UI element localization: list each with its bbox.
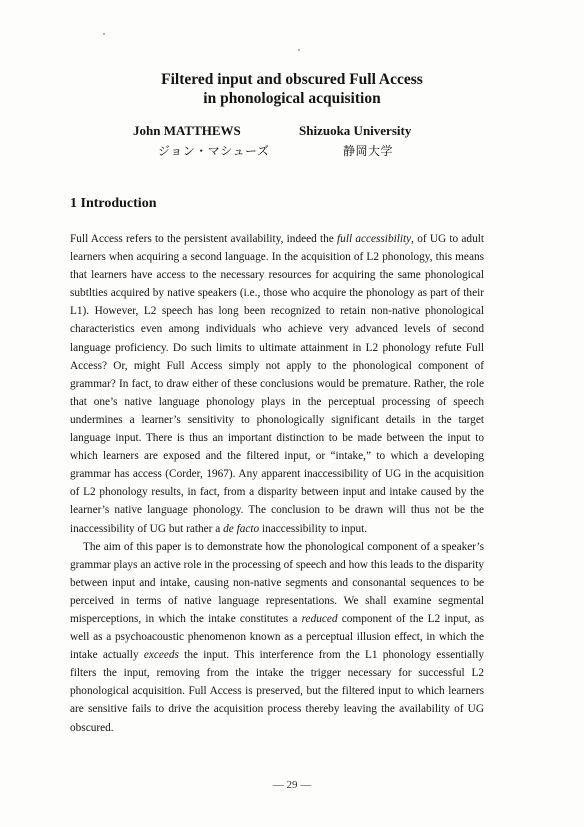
text-run: the input. This interference from the L1 phonology essentially filters the input, removing from the intake the trigger necessary for successful L2 phonological acquisition. Full Access is preserved, but the filtered input to which learners are sensitive fails to drive the acquisition process thereby leaving the availability of UG obscured.: [70, 649, 484, 734]
paper-title: [0, 70, 584, 108]
title-line-2: in phonological acquisition: [203, 90, 381, 107]
italic-text: reduced: [301, 612, 338, 625]
affiliation-block: [299, 123, 411, 159]
author-name-japanese: ジョン・マシューズ: [158, 144, 270, 158]
author-name: John MATTHEWS: [133, 123, 241, 138]
text-run: inaccessibility to input.: [259, 522, 368, 535]
text-run: , of UG to adult learners when acquiring a second language. In the acquisition of L2 phonology, this means that learners have access to the necessary resources for acquiring the same phonological subtlties acquired by native speakers (i.e., those who acquire the phonology as part of their L1). However, L2 speech has long been recognized to retain non-native phonological characteristics even among individuals who achieve very advanced levels of second language proficiency. Do such limits to ultimate attainment in L2 phonology refute Full Access? Or, might Full Access simply not apply to the phonological component of grammar? In fact, to draw either of these conclusions would be premature. Rather, the role that one’s native language phonology plays in the perceptual processing of speech undermines a learner’s sensitivity to phonologically significant details in the target language input. There is thus an important distinction to be made between the input to which learners are exposed and the filtered input, or “intake,” to which a developing grammar has access (Corder, 1967). Any apparent inaccessibility of UG in the acquisition of L2 phonology results, in fact, from a disparity between input and intake caused by the learner’s native language phonology. The conclusion to be drawn will thus not be the inaccessibility of UG but rather a: [70, 233, 484, 535]
author-affiliation-japanese: 静岡大学: [343, 144, 394, 158]
scan-speck: [298, 49, 300, 51]
body-paragraph: [70, 538, 484, 737]
italic-text: exceeds: [143, 649, 179, 662]
text-run: component of the L2 input, as well as a psychoacoustic phenomenon known as a perceptual illusion effect, in which the intake actually: [70, 612, 485, 662]
scan-speck: [103, 33, 105, 35]
italic-text: full accessibility: [337, 233, 412, 245]
page-number: — 29 —: [272, 779, 312, 791]
body-paragraph: [70, 230, 484, 538]
text-run: Full Access refers to the persistent availability, indeed the: [70, 233, 338, 245]
author-name-block: [133, 123, 269, 159]
author-affiliation: Shizuoka University: [299, 123, 412, 138]
section-heading: 1 Introduction: [70, 196, 157, 211]
text-run: The aim of this paper is to demonstrate how the phonological component of a speaker’s grammar plays an active role in the processing of speech and how this leads to the disparity between input and intake, causing non-native segments and consonantal sequences to be perceived in terms of native language representations. We shall examine segmental misperceptions, in which the intake constitutes a: [70, 540, 484, 625]
italic-text: de facto: [223, 522, 260, 535]
title-line-1: Filtered input and obscured Full Access: [161, 71, 423, 88]
body-text: [70, 230, 484, 737]
